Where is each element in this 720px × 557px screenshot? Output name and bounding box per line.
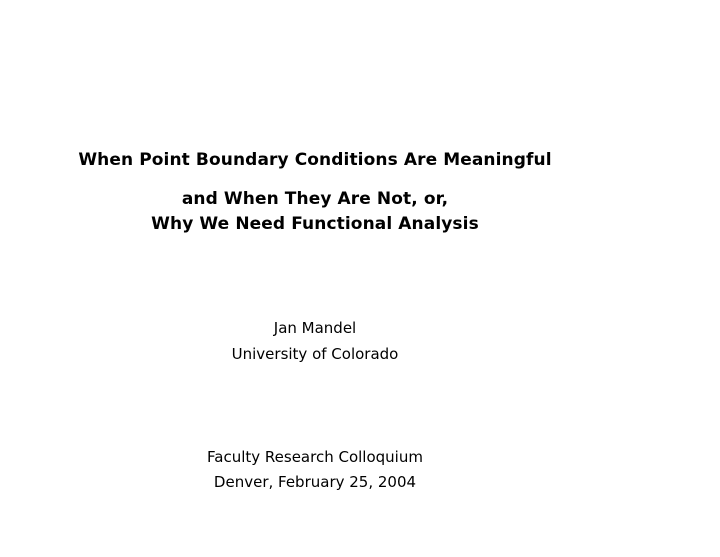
title-line-3: Why We Need Functional Analysis [151, 214, 479, 234]
author-name: Jan Mandel [273, 319, 357, 337]
title-line-2: and When They Are Not, or, [181, 189, 449, 209]
event-name: Faculty Research Colloquium [207, 448, 423, 466]
title-line-1: When Point Boundary Conditions Are Meaningful [78, 150, 552, 170]
event-date: Denver, February 25, 2004 [213, 473, 417, 491]
author-affiliation: University of Colorado [231, 345, 399, 363]
